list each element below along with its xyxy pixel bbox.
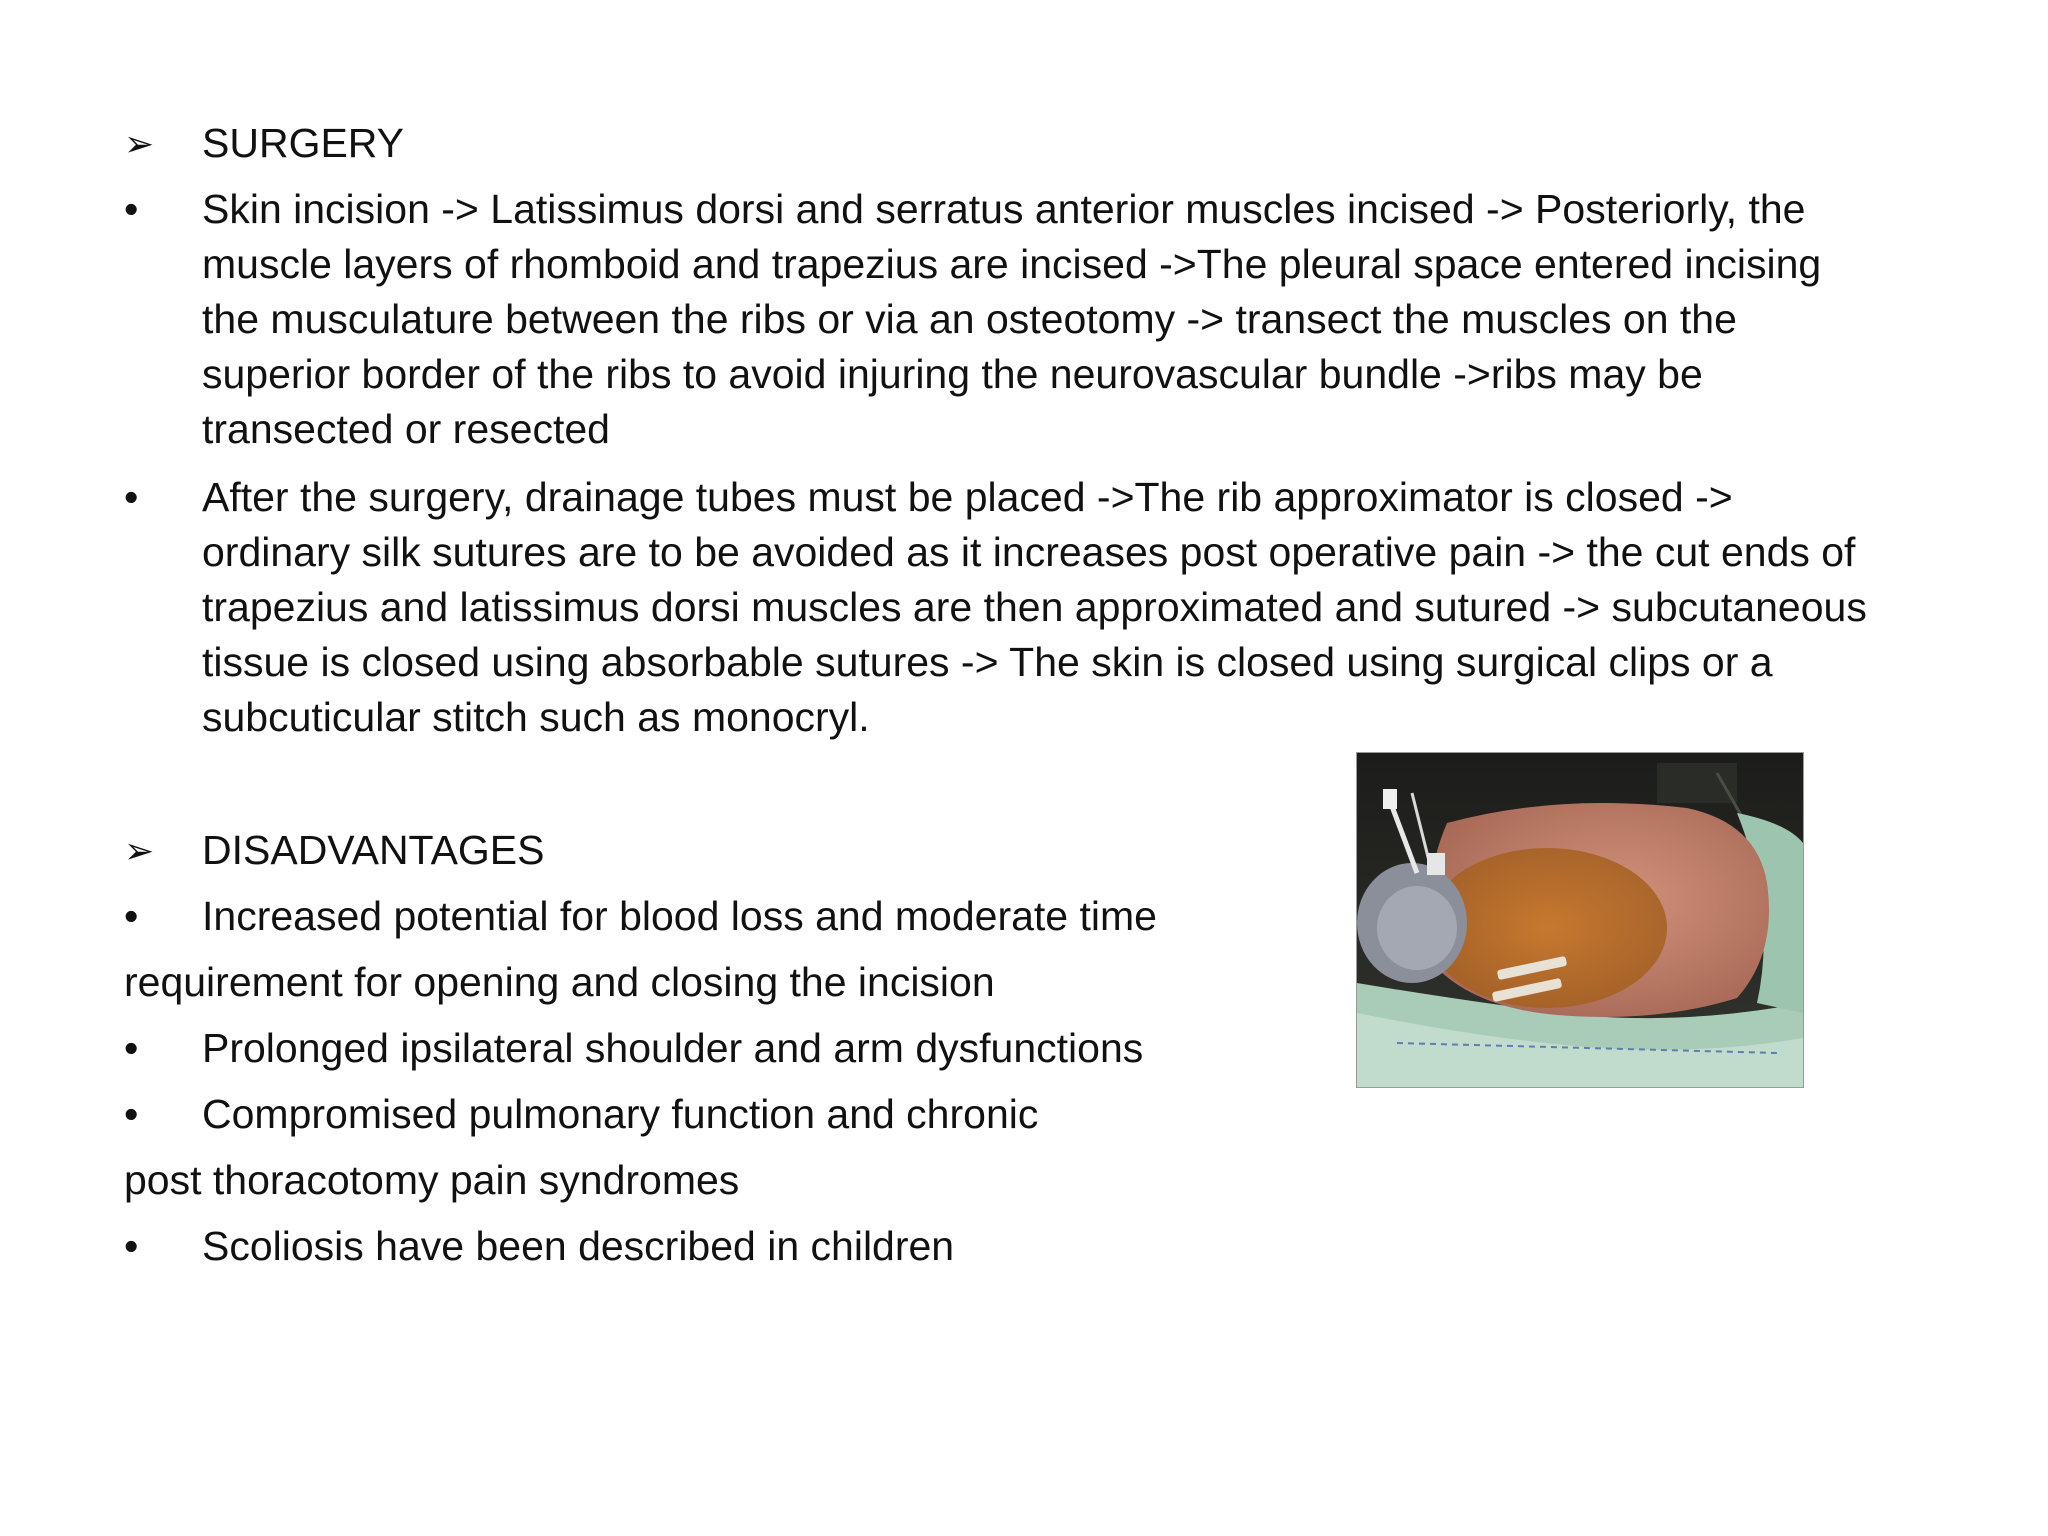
bullet-line: ordinary silk sutures are to be avoided as it increases post operative pain -> the cut ends of — [202, 529, 1856, 575]
heading-text: SURGERY — [202, 120, 405, 166]
bullet-line: Scoliosis have been described in children — [202, 1223, 955, 1269]
surgical-photo — [1356, 752, 1804, 1088]
bullet-dot-icon: • — [124, 1091, 139, 1137]
bullet-line: Skin incision -> Latissimus dorsi and serratus anterior muscles incised -> Posteriorly, the — [202, 186, 1806, 232]
bullet-line: Prolonged ipsilateral shoulder and arm dysfunctions — [202, 1025, 1144, 1071]
bullet-line: muscle layers of rhomboid and trapezius are incised ->The pleural space entered incising — [202, 241, 1822, 287]
bullet-line: the musculature between the ribs or via an osteotomy -> transect the muscles on the — [202, 296, 1737, 342]
bullet-dot-icon: • — [124, 1223, 139, 1269]
bullet-line: Compromised pulmonary function and chronic — [202, 1091, 1039, 1137]
patient-thoracotomy-photo — [1357, 753, 1803, 1087]
bullet-dot-icon: • — [124, 474, 139, 520]
bullet-line: Increased potential for blood loss and moderate time — [202, 893, 1157, 939]
bullet-dot-icon: • — [124, 1025, 139, 1071]
bullet-line: After the surgery, drainage tubes must be placed ->The rib approximator is closed -> — [202, 474, 1733, 520]
bullet-continuation: post thoracotomy pain syndromes — [124, 1157, 740, 1203]
bullet-line: superior border of the ribs to avoid injuring the neurovascular bundle ->ribs may be — [202, 351, 1703, 397]
bullet-line: transected or resected — [202, 406, 610, 452]
arrow-bullet-icon: ➢ — [124, 123, 155, 164]
heading-text: DISADVANTAGES — [202, 827, 545, 873]
arrow-bullet-icon: ➢ — [124, 830, 155, 871]
bullet-continuation: requirement for opening and closing the incision — [124, 959, 995, 1005]
bullet-line: trapezius and latissimus dorsi muscles are then approximated and sutured -> subcutaneous — [202, 584, 1867, 630]
bullet-line: tissue is closed using absorbable sutures -> The skin is closed using surgical clips or a — [202, 639, 1773, 685]
bullet-dot-icon: • — [124, 186, 139, 232]
bullet-line: subcuticular stitch such as monocryl. — [202, 694, 870, 740]
bullet-dot-icon: • — [124, 893, 139, 939]
